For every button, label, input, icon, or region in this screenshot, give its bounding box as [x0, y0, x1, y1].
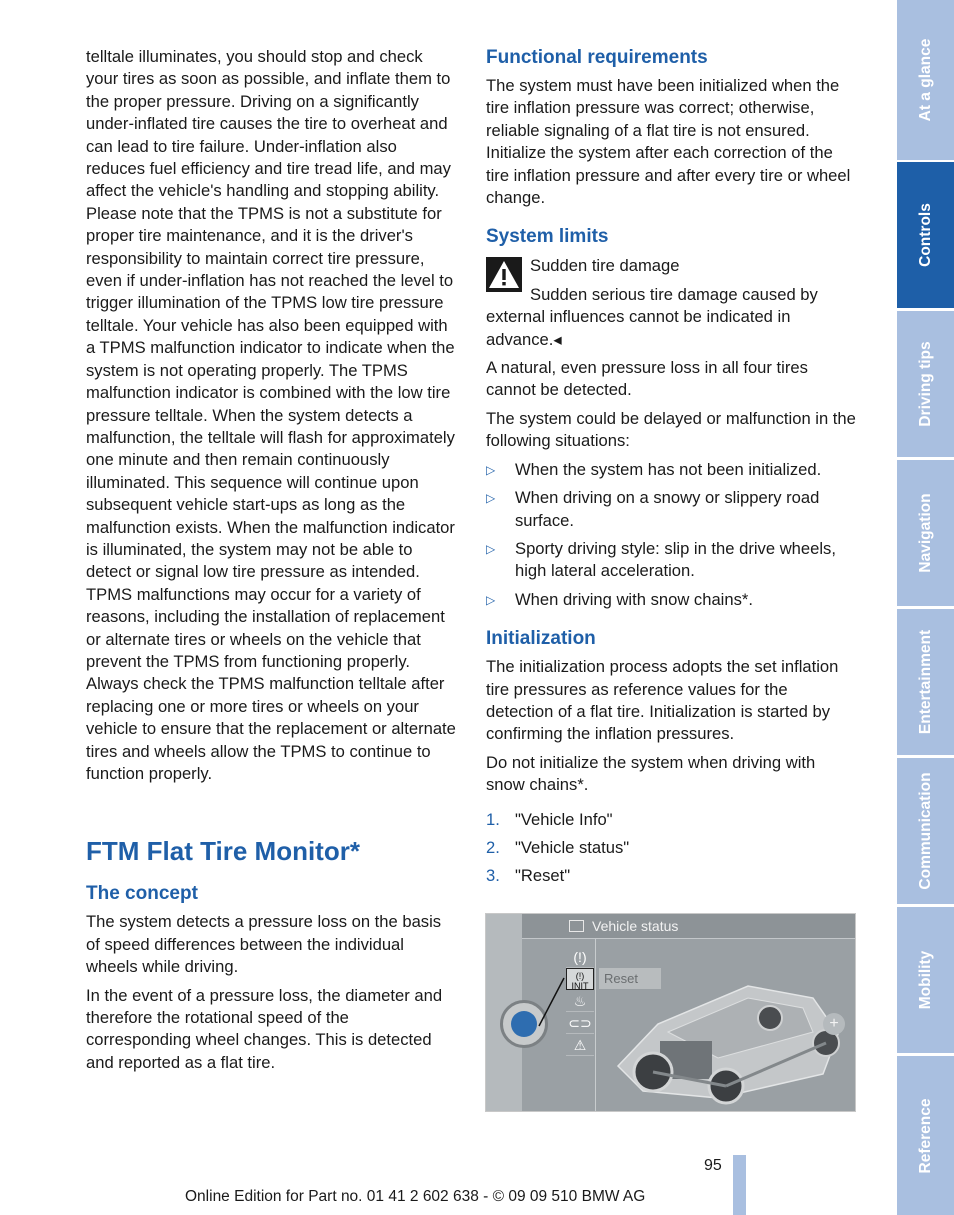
- list-item: ▷ Sporty driving style: slip in the drive wheels, high lateral acceleration.: [486, 538, 836, 581]
- bullet-arrow-icon: ▷: [486, 592, 496, 607]
- oil-can-icon: ♨: [566, 990, 594, 1012]
- list-item: ▷ When driving with snow chains*.: [486, 589, 858, 611]
- list-item: ▷ When driving on a snowy or slippery road surface.: [486, 488, 820, 530]
- tab-driving-tips[interactable]: Driving tips: [897, 311, 954, 457]
- list-item: 2. "Vehicle status": [486, 837, 630, 857]
- vehicle-status-screenshot: [485, 913, 856, 1112]
- list-item: ▷ When the system has not been initialized.: [486, 459, 858, 481]
- car-illustration: [598, 946, 848, 1106]
- footer-text: Online Edition for Part no. 01 41 2 602 638 - © 09 09 510 BMW AG: [185, 1188, 646, 1205]
- functional-heading: Functional requirements: [486, 47, 708, 68]
- warning-text: Sudden serious tire damage caused by external influences cannot be indicated in advance.◂: [486, 284, 818, 349]
- page-number-strip: [733, 1155, 746, 1215]
- initialization-paragraph-2: Do not initialize the system when driving with snow chains*.: [486, 752, 816, 795]
- pointer-line: [536, 974, 568, 1030]
- section-title: FTM Flat Tire Monitor*: [86, 836, 360, 867]
- tab-mobility[interactable]: Mobility: [897, 907, 954, 1053]
- limits-paragraph-1: A natural, even pressure loss in all four tires cannot be detected.: [486, 358, 808, 400]
- initialization-heading: Initialization: [486, 628, 596, 650]
- controller-knob-center: [511, 1011, 537, 1037]
- figure-divider: [595, 939, 596, 1112]
- initialization-paragraph-1: The initialization process adopts the set inflation tire pressures as reference values for the detection of a flat tire. Initialization is started by confirming the inflation pressures.: [486, 657, 839, 744]
- tpms-paragraph: telltale illuminates, you should stop and check your tires as soon as possible, and inflate them to the proper pressure. Driving on a significantly under-inflated tire causes the tire to overheat and can lead to tire failure. Under-inflation also reduces fuel efficiency and tire tread life, and may affect the vehicle's handling and stopping ability. Please note that the TPMS is not a substitute for proper tire maintenance, and it is the driver's responsibility to maintain correct tire pressure, even if under-inflation has not reached the level to trigger illumination of the TPMS low tire pressure telltale. Your vehicle has also been equipped with a TPMS malfunction indicator to indicate when the system is not operating properly. The TPMS malfunction indicator is combined with the low tire pressure telltale. When the system detects a malfunction, the telltale will flash for approximately one minute and then remain continuously illuminated. This sequence will continue upon subsequent vehicle start-ups as long as the malfunction exists. When the malfunction indicator is illuminated, the system may not be able to detect or signal low tire pressure as intended. TPMS malfunctions may occur for a variety of reasons, including the installation of replacement or alternate tires or wheels on the vehicle that prevent the TPMS from functioning properly. Always check the TPMS malfunction telltale after replacing one or more tires or wheels on your vehicle to ensure that the replacement or alternate tires and wheels allow the TPMS to continue to function properly.: [86, 47, 456, 783]
- warning-note: [486, 255, 858, 351]
- bullet-arrow-icon: ▷: [486, 462, 496, 477]
- tab-communication[interactable]: Communication: [897, 758, 954, 904]
- concept-paragraph-1: The system detects a pressure loss on the basis of speed differences between the individual wheels while driving.: [86, 912, 442, 977]
- limits-paragraph-2: The system could be delayed or malfunction in the following situations:: [486, 408, 856, 451]
- tire-pressure-icon: (!): [566, 946, 594, 968]
- reset-option: Reset: [599, 968, 661, 989]
- concept-heading: The concept: [86, 883, 198, 905]
- menu-icon: [569, 920, 584, 932]
- limits-list: [486, 459, 858, 611]
- page-number: 95: [704, 1157, 722, 1174]
- list-item: 3. "Reset": [486, 866, 571, 886]
- concept-paragraph-2: In the event of a pressure loss, the diameter and therefore the rotational speed of the corresponding wheel changes. This is detected and reported as a flat tire.: [86, 985, 443, 1072]
- right-column: [486, 46, 858, 894]
- tab-at-a-glance[interactable]: At a glance: [897, 0, 954, 160]
- bullet-arrow-icon: ▷: [486, 491, 496, 506]
- tab-controls[interactable]: Controls: [897, 162, 954, 308]
- tab-navigation[interactable]: Navigation: [897, 460, 954, 606]
- limits-heading: System limits: [486, 226, 609, 248]
- car-icon: ⊂⊃: [566, 1012, 594, 1034]
- tire-pressure-init-icon: (!) INIT: [566, 968, 594, 990]
- plus-icon: +: [823, 1013, 845, 1035]
- warning-triangle-icon: ⚠: [566, 1034, 594, 1056]
- figure-titlebar: [522, 914, 855, 939]
- warning-icon: [486, 257, 522, 292]
- left-column: [86, 46, 458, 1080]
- list-item: 1. "Vehicle Info": [486, 809, 613, 829]
- initialization-steps: [486, 809, 858, 888]
- functional-paragraph: The system must have been initialized when the tire inflation pressure was correct; otherwise, reliable signaling of a flat tire is not ensured. Initialize the system after each correction of the tire inflation pressure and after every tire or wheel change.: [486, 76, 851, 208]
- tab-reference[interactable]: Reference: [897, 1056, 954, 1215]
- figure-title: Vehicle status: [592, 918, 679, 934]
- warning-title: Sudden tire damage: [530, 256, 680, 276]
- bullet-arrow-icon: ▷: [486, 541, 496, 556]
- status-icon-list: [566, 946, 594, 1056]
- tab-entertainment[interactable]: Entertainment: [897, 609, 954, 755]
